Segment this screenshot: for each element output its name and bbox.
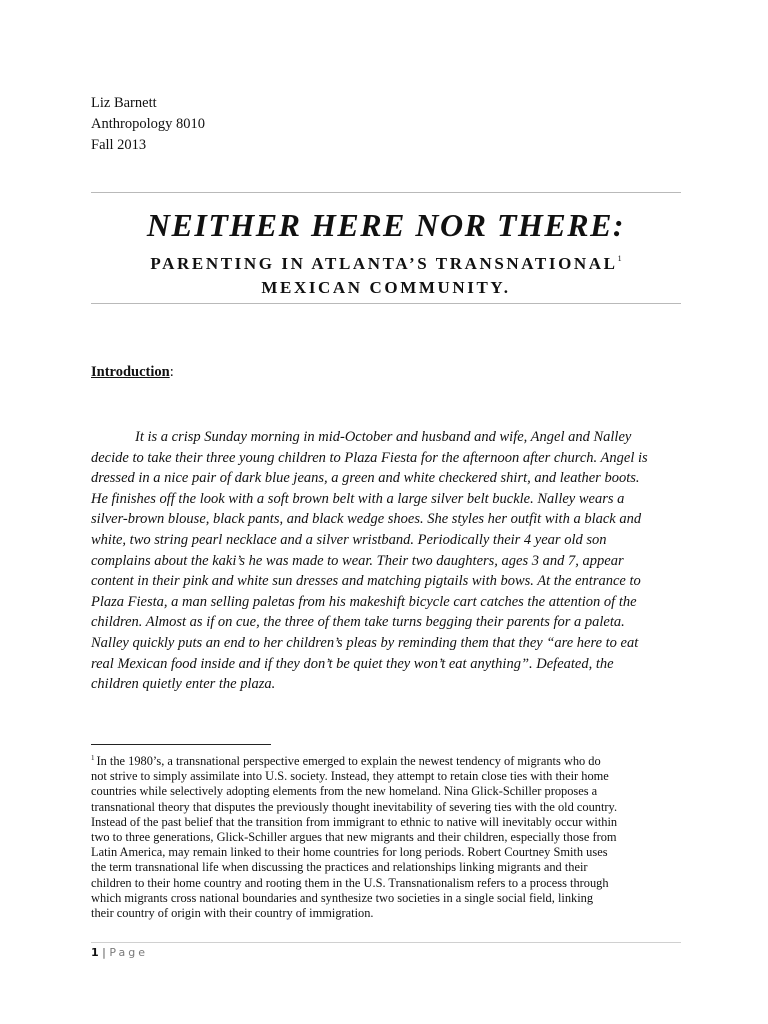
page-label: Page <box>109 946 149 959</box>
footnote-line: not strive to simply assimilate into U.S. society. Instead, they attempt to retain close ties with their home <box>91 769 609 784</box>
footnote-line: the term transnational life when discussing the practices and relationships linking migrants and their <box>91 860 588 875</box>
title-top-rule <box>91 192 681 193</box>
footnote-line: their country of origin with their country of immigration. <box>91 906 374 921</box>
body-line: silver-brown blouse, black pants, and black wedge shoes. She styles her outfit with a black and <box>91 511 642 528</box>
body-paragraph <box>91 427 681 695</box>
author-header <box>91 93 205 156</box>
footnote-line: countries while selectively adopting elements from the new homeland. Nina Glick-Schiller proposes a <box>91 784 598 799</box>
footnote <box>91 751 681 921</box>
document-title: NEITHER HERE NOR THERE: <box>146 207 626 243</box>
body-line: content in their pink and white sun dresses and matching pigtails with bows. At the entrance to <box>91 573 641 590</box>
body-line: real Mexican food inside and if they don’t be quiet they won’t eat anything”. Defeated, the <box>91 655 614 672</box>
section-heading <box>91 362 174 382</box>
document-subtitle <box>91 247 681 300</box>
body-line: complains about the kaki’s he was made to wear. Their two daughters, ages 3 and 7, appear <box>91 552 624 569</box>
footnote-line: children to their home country and rooting them in the U.S. Transnationalism refers to a process through <box>91 875 609 890</box>
body-line: It is a crisp Sunday morning in mid-October and husband and wife, Angel and Nalley <box>135 429 632 445</box>
body-line: dressed in a nice pair of dark blue jeans, a green and white checkered shirt, and leather boots. <box>91 470 640 487</box>
section-heading-label: Introduction <box>91 364 170 380</box>
body-line: Nalley quickly puts an end to her children’s pleas by reminding them that they “are here to eat <box>91 634 639 651</box>
body-line: children. Almost as if on cue, the three of them take turns begging their parents for a paleta. <box>91 614 625 631</box>
page-footer <box>91 945 148 961</box>
footnote-line <box>91 751 681 769</box>
body-line: decide to take their three young children to Plaza Fiesta for the afternoon after church. Angel is <box>91 449 648 466</box>
footer-separator: | <box>102 946 106 959</box>
footnote-line: two to three generations, Glick-Schiller argues that new migrants and their children, especially those from <box>91 830 617 845</box>
body-line: children quietly enter the plaza. <box>91 676 276 693</box>
term: Fall 2013 <box>91 137 147 153</box>
course-name: Anthropology 8010 <box>91 116 205 132</box>
footnote-separator <box>91 744 271 745</box>
author-name: Liz Barnett <box>91 95 157 111</box>
subtitle-footnote-ref: 1 <box>617 254 622 263</box>
subtitle-line-1: PARENTING IN ATLANTA’S TRANSNATIONAL <box>150 254 618 273</box>
body-line: He finishes off the look with a soft brown belt with a large silver belt buckle. Nalley wears a <box>91 490 625 507</box>
footnote-line: Latin America, may remain linked to their home countries for long periods. Robert Courtney Smith uses <box>91 845 608 860</box>
section-heading-colon: : <box>169 364 174 380</box>
footer-rule <box>91 942 681 943</box>
body-line: white, two string pearl necklace and a silver wristband. Periodically their 4 year old son <box>91 531 607 548</box>
footnote-line: which migrants cross national boundaries and synthesize two societies in a single social field, linking <box>91 890 594 905</box>
footnote-line: Instead of the past belief that the transition from immigrant to ethnic to native will inevitably occur within <box>91 814 618 829</box>
footnote-marker: 1 <box>91 754 95 762</box>
page-number: 1 <box>91 946 99 959</box>
footnote-line: transnational theory that disputes the previously thought inevitability of severing ties with the old country. <box>91 799 618 814</box>
subtitle-line-2: MEXICAN COMMUNITY. <box>261 278 511 297</box>
body-line: Plaza Fiesta, a man selling paletas from his makeshift bicycle cart catches the attention of the <box>91 593 637 610</box>
footnote-text: In the 1980’s, a transnational perspective emerged to explain the newest tendency of migrants who do <box>96 754 601 768</box>
title-bottom-rule <box>91 303 681 304</box>
